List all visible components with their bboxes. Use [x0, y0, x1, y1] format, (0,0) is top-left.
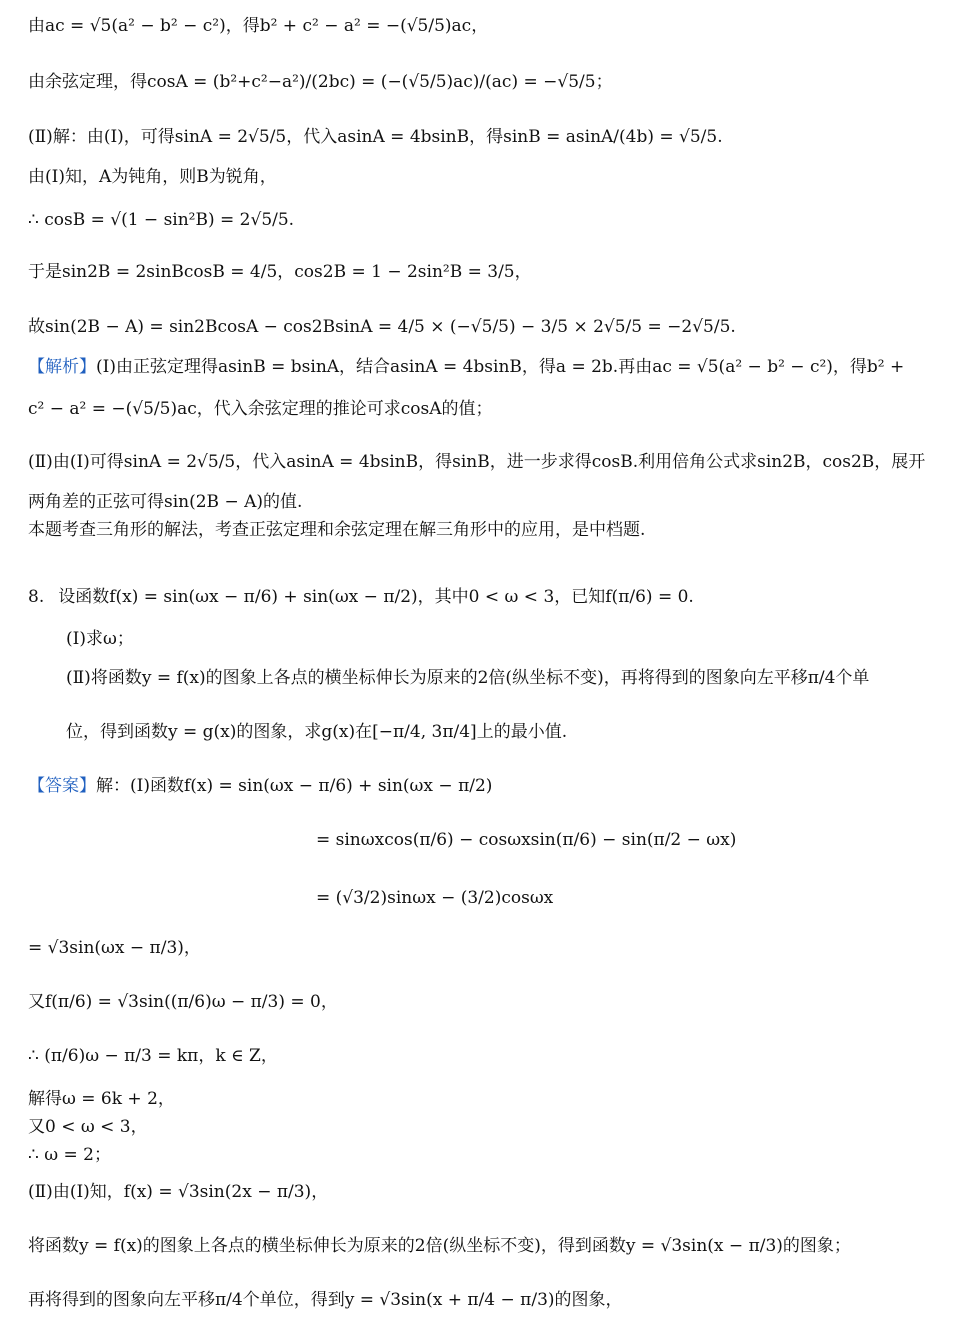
analysis-text-1b: c² − a² = −(√5/5)ac，代入余弦定理的推论可求cosA的值；	[28, 399, 493, 419]
answer-line-2: = sinωxcos(π/6) − cosωxsin(π/6) − sin(π/2 − ωx)	[316, 830, 737, 850]
analysis-tag: 【解析】	[28, 357, 96, 377]
line-5: ∴ cosB = √(1 − sin²B) = 2√5/5.	[28, 210, 295, 230]
answer-line-11: 将函数y = f(x)的图象上各点的横坐标伸长为原来的2倍(纵坐标不变)，得到函数y = √3sin(x − π/3)的图象；	[28, 1236, 851, 1256]
answer-line-4: = √3sin(ωx − π/3)，	[28, 938, 201, 958]
answer-line-7: 解得ω = 6k + 2，	[28, 1089, 175, 1109]
question-part-2b: 位，得到函数y = g(x)的图象，求g(x)在[−π/4, 3π/4]上的最小值.	[66, 722, 568, 742]
answer-line-6: ∴ (π/6)ω − π/3 = kπ，k ∈ Z，	[28, 1046, 278, 1066]
analysis-text-1a: (Ⅰ)由正弦定理得asinB = bsinA，结合asinA = 4bsinB，得a = 2b.再由ac = √5(a² − b² − c²)，得b² +	[96, 357, 905, 377]
line-4: 由(Ⅰ)知，A为钝角，则B为锐角，	[28, 167, 277, 187]
question-part-1: (Ⅰ)求ω；	[66, 629, 134, 649]
answer-text-1: 解：(Ⅰ)函数f(x) = sin(ωx − π/6) + sin(ωx − π/2)	[96, 776, 493, 796]
line-2: 由余弦定理，得cosA = (b²+c²−a²)/(2bc) = (−(√5/5)ac)/(ac) = −√5/5；	[28, 72, 613, 92]
analysis-text-2b: 两角差的正弦可得sin(2B − A)的值.	[28, 492, 303, 512]
question-number: 8.	[28, 587, 45, 607]
line-1: 由ac = √5(a² − b² − c²)，得b² + c² − a² = −(√5/5)ac，	[28, 16, 489, 36]
question-stem: 设函数f(x) = sin(ωx − π/6) + sin(ωx − π/2)，其中0 < ω < 3，已知f(π/6) = 0.	[58, 587, 694, 607]
line-6: 于是sin2B = 2sinBcosB = 4/5，cos2B = 1 − 2sin²B = 3/5，	[28, 262, 532, 282]
answer-line-9: ∴ ω = 2；	[28, 1145, 111, 1165]
question-8	[28, 585, 694, 609]
answer-line-1	[28, 774, 492, 798]
analysis-text-2a: (Ⅱ)由(Ⅰ)可得sinA = 2√5/5，代入asinA = 4bsinB，得sinB，进一步求得cosB.利用倍角公式求sin2B，cos2B，展开	[28, 452, 926, 472]
answer-line-8: 又0 < ω < 3，	[28, 1117, 148, 1137]
answer-line-3: = (√3/2)sinωx − (3/2)cosωx	[316, 888, 554, 908]
analysis-paragraph-1	[28, 355, 904, 379]
answer-line-10: (Ⅱ)由(Ⅰ)知，f(x) = √3sin(2x − π/3)，	[28, 1182, 329, 1202]
question-part-2a: (Ⅱ)将函数y = f(x)的图象上各点的横坐标伸长为原来的2倍(纵坐标不变)，再将得到的图象向左平移π/4个单	[66, 668, 870, 688]
analysis-text-3: 本题考查三角形的解法，考查正弦定理和余弦定理在解三角形中的应用，是中档题.	[28, 520, 646, 540]
answer-line-12: 再将得到的图象向左平移π/4个单位，得到y = √3sin(x + π/4 − π/3)的图象，	[28, 1290, 623, 1310]
answer-tag: 【答案】	[28, 776, 96, 796]
line-7: 故sin(2B − A) = sin2BcosA − cos2BsinA = 4/5 × (−√5/5) − 3/5 × 2√5/5 = −2√5/5.	[28, 317, 736, 337]
answer-line-5: 又f(π/6) = √3sin((π/6)ω − π/3) = 0，	[28, 992, 338, 1012]
line-3: (Ⅱ)解：由(Ⅰ)，可得sinA = 2√5/5，代入asinA = 4bsinB，得sinB = asinA/(4b) = √5/5.	[28, 127, 723, 147]
